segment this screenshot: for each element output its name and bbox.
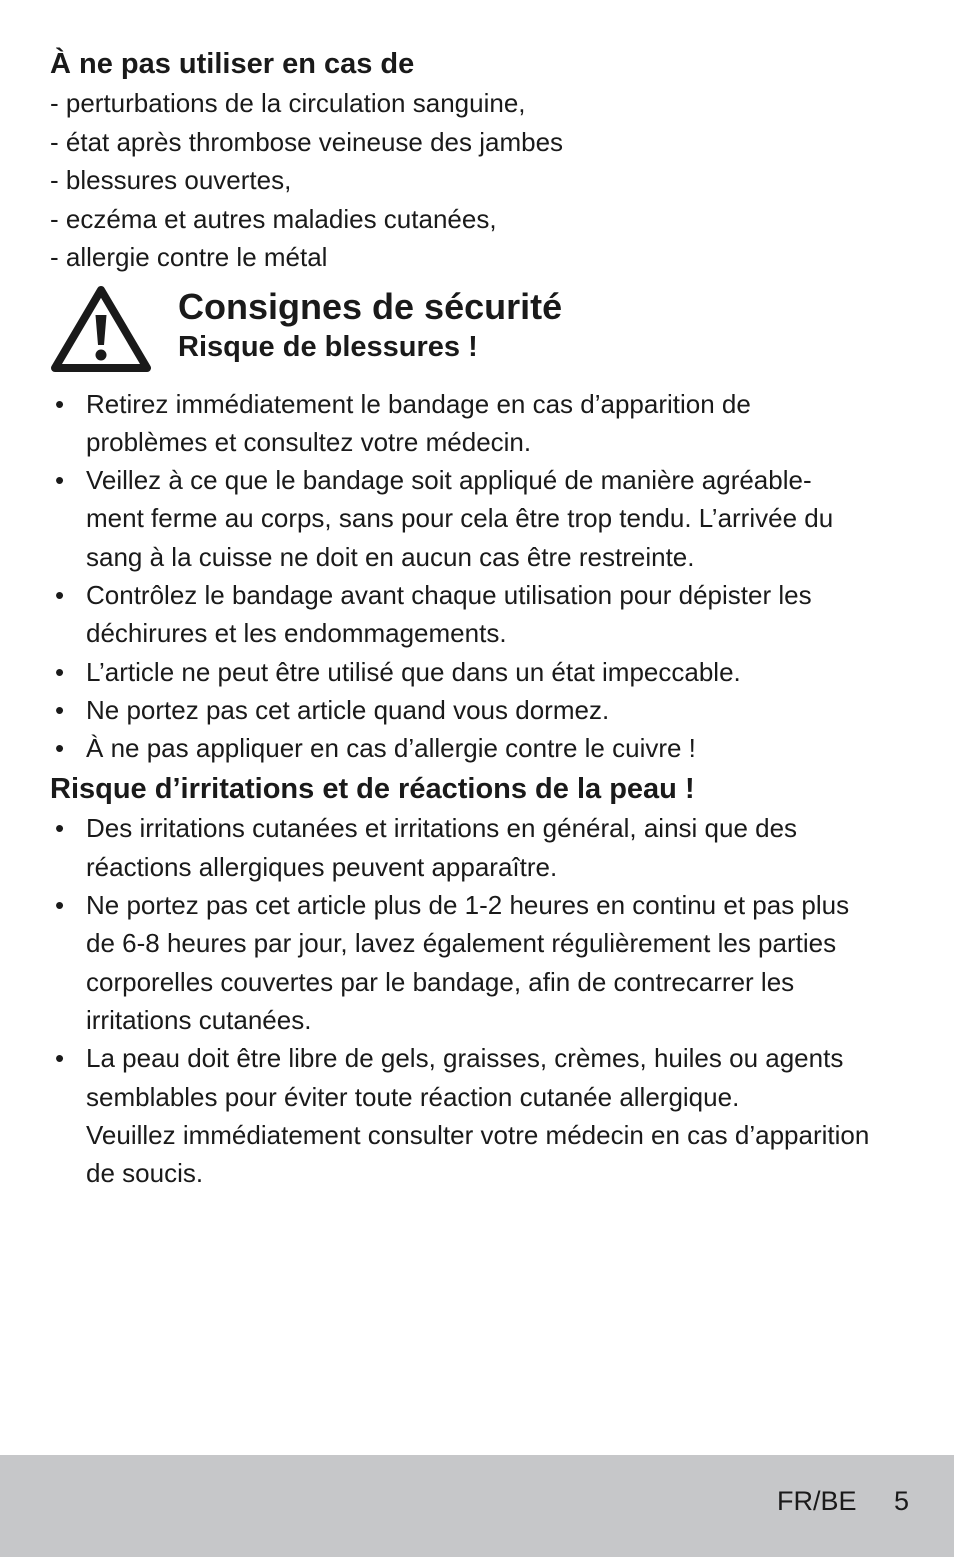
list-item-line: À ne pas appliquer en cas d’allergie contre le cuivre ! xyxy=(86,733,696,764)
list-item xyxy=(50,385,930,462)
bullet-icon: • xyxy=(55,813,65,844)
safety-titles xyxy=(178,285,562,365)
injury-risk-subtitle: Risque de blessures ! xyxy=(178,330,478,363)
bullet-icon: • xyxy=(55,890,65,921)
list-item-line: semblables pour éviter toute réaction cutanée allergique. xyxy=(86,1081,740,1112)
safety-header xyxy=(50,285,930,385)
list-item-line: problèmes et consultez votre médecin. xyxy=(86,426,532,457)
bullet-icon: • xyxy=(55,656,65,687)
list-item-line: de 6-8 heures par jour, lavez également régulièrement les parties xyxy=(86,928,837,959)
list-item-line: sang à la cuisse ne doit en aucun cas être restreinte. xyxy=(86,541,695,572)
list-item-line: ment ferme au corps, sans pour cela être trop tendu. L’arrivée du xyxy=(86,503,834,534)
safety-list xyxy=(50,385,930,768)
list-item xyxy=(50,461,930,576)
list-item xyxy=(50,729,930,767)
list-item-line: réactions allergiques peuvent apparaître. xyxy=(86,851,558,882)
bullet-icon: • xyxy=(55,388,65,419)
list-item-line: Des irritations cutanées et irritations en général, ainsi que des xyxy=(86,813,798,844)
bullet-icon: • xyxy=(55,579,65,610)
contraindications-heading: À ne pas utiliser en cas de xyxy=(50,48,415,80)
page-number: 5 xyxy=(894,1486,910,1516)
list-item-line: Ne portez pas cet article quand vous dormez. xyxy=(86,694,610,725)
bullet-icon: • xyxy=(55,1043,65,1074)
list-item-line: Veillez à ce que le bandage soit appliqué de manière agréable- xyxy=(86,465,812,496)
warning-triangle-icon xyxy=(50,285,152,373)
safety-title: Consignes de sécurité xyxy=(178,285,563,327)
list-item: - allergie contre le métal xyxy=(50,242,328,272)
list-item-line: Ne portez pas cet article plus de 1-2 heures en continu et pas plus xyxy=(86,890,850,921)
list-item xyxy=(50,691,930,729)
list-item xyxy=(50,653,930,691)
list-item-line: déchirures et les endommagements. xyxy=(86,618,507,649)
list-item-line: L’article ne peut être utilisé que dans un état impeccable. xyxy=(86,656,741,687)
list-item-line: Veuillez immédiatement consulter votre médecin en cas d’apparition xyxy=(86,1119,870,1150)
bullet-icon: • xyxy=(55,733,65,764)
language-code: FR/BE xyxy=(777,1486,857,1516)
bullet-icon: • xyxy=(55,694,65,725)
list-item-line: irritations cutanées. xyxy=(86,1004,312,1035)
bullet-icon: • xyxy=(55,465,65,496)
page-content xyxy=(50,44,930,1192)
list-item-line: corporelles couvertes par le bandage, afin de contrecarrer les xyxy=(86,966,795,997)
list-item xyxy=(50,576,930,653)
list-item: - état après thrombose veineuse des jambes xyxy=(50,126,564,157)
list-item: - perturbations de la circulation sanguine, xyxy=(50,88,526,118)
list-item-line: de soucis. xyxy=(86,1158,204,1189)
irritation-heading: Risque d’irritations et de réactions de la peau ! xyxy=(50,773,695,806)
list-item-line: La peau doit être libre de gels, graisses, crèmes, huiles ou agents xyxy=(86,1043,844,1074)
contraindications-list xyxy=(50,84,930,277)
list-item xyxy=(50,1039,930,1192)
list-item: - eczéma et autres maladies cutanées, xyxy=(50,203,497,234)
list-item xyxy=(50,809,930,886)
list-item-line: Retirez immédiatement le bandage en cas d’apparition de xyxy=(86,388,751,419)
list-item: - blessures ouvertes, xyxy=(50,165,292,195)
list-item xyxy=(50,886,930,1039)
page-footer xyxy=(0,1455,954,1557)
irritation-list xyxy=(50,809,930,1192)
list-item-line: Contrôlez le bandage avant chaque utilisation pour dépister les xyxy=(86,579,812,610)
